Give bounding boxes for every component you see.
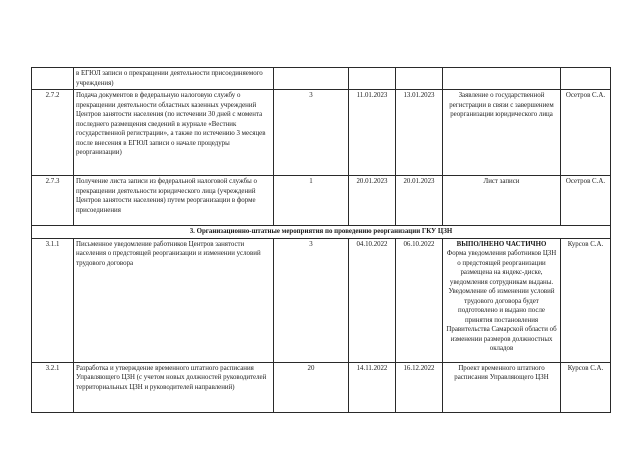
start-date-cell: 04.10.2022 [349,238,396,362]
section-title: 3. Организационно-штатные мероприятия по проведению реорганизации ГКУ ЦЗН [32,226,611,239]
row-number: 3.2.1 [32,362,74,412]
task-text: Письменное уведомление работников Центров занятости населения о предстоящей реорганизации и изменении условий трудового договора [74,238,274,362]
responsible-cell [561,68,611,90]
start-date-cell [349,90,396,176]
reorganization-plan-table [31,67,611,413]
table-row [32,362,611,412]
table-row [32,90,611,176]
result-cell: Проект временного штатного расписания Управляющего ЦЗН [443,362,561,412]
section-header-row [32,226,611,239]
result-cell: Заявление о государственной регистрации в связи с завершением реорганизации юридического лица [443,90,561,176]
quantity-cell: 20 [274,362,349,412]
status-heading: ВЫПОЛНЕНО ЧАСТИЧНО [456,240,547,248]
result-cell: Лист записи [443,176,561,226]
responsible-cell: Курсов С.А. [561,238,611,362]
row-number: 3.1.1 [32,238,74,362]
row-number: 2.7.2 [32,90,74,176]
start-date-cell: 14.11.2022 [349,362,396,412]
responsible-cell: Осетров С.А. [561,176,611,226]
quantity-cell: 3 [274,238,349,362]
end-date-cell: 06.10.2022 [396,238,443,362]
task-text: в ЕГЮЛ записи о прекращении деятельности присоединяемого учреждения) [74,68,274,90]
end-date-cell: 20.01.2023 [396,176,443,226]
end-date-cell [396,68,443,90]
start-date-cell: 20.01.2023 [349,176,396,226]
table-row [32,238,611,362]
status-details: Форма уведомления работников ЦЗН о предстоящей реорганизации размещена на яндекс-диске, уведомления сотрудникам выданы. Уведомление об изменении условий трудового договора будет подготовлено и выдано после принятия постановления Правительства Самарской области об изменении размеров должностных окладов [446,250,557,352]
task-text: Подача документов в федеральную налоговую службу о прекращении деятельности областных казенных учреждений Центров занятости населения (по истечении 30 дней с момента последнего размещения сведений в журнале «Вестник государственной регистрации», а также по истечению 3 месяцев после внесения в ЕГЮЛ записи о начале процедуры реорганизации) [74,90,274,176]
table-row [32,176,611,226]
result-cell [443,68,561,90]
row-number [32,68,74,90]
quantity-cell: 3 [274,90,349,176]
responsible-cell: Осетров С.А. [561,90,611,176]
result-cell [443,238,561,362]
end-date-cell: 13.01.2023 [396,90,443,176]
task-text: Получение листа записи из федеральной налоговой службы о прекращении деятельности юридического лица (учреждений Центров занятости населения) путем реорганизации в форме присоединения [74,176,274,226]
task-text: Разработка и утверждение временного штатного расписания Управляющего ЦЗН (с учетом новых должностей руководителей территориальных ЦЗН и руководителей направлений) [74,362,274,412]
responsible-cell: Курсов С.А. [561,362,611,412]
table-row [32,68,611,90]
start-date-value: 11.01.2023 [356,92,388,99]
row-number: 2.7.3 [32,176,74,226]
quantity-cell [274,68,349,90]
start-date-cell [349,68,396,90]
end-date-cell: 16.12.2022 [396,362,443,412]
quantity-cell: 1 [274,176,349,226]
